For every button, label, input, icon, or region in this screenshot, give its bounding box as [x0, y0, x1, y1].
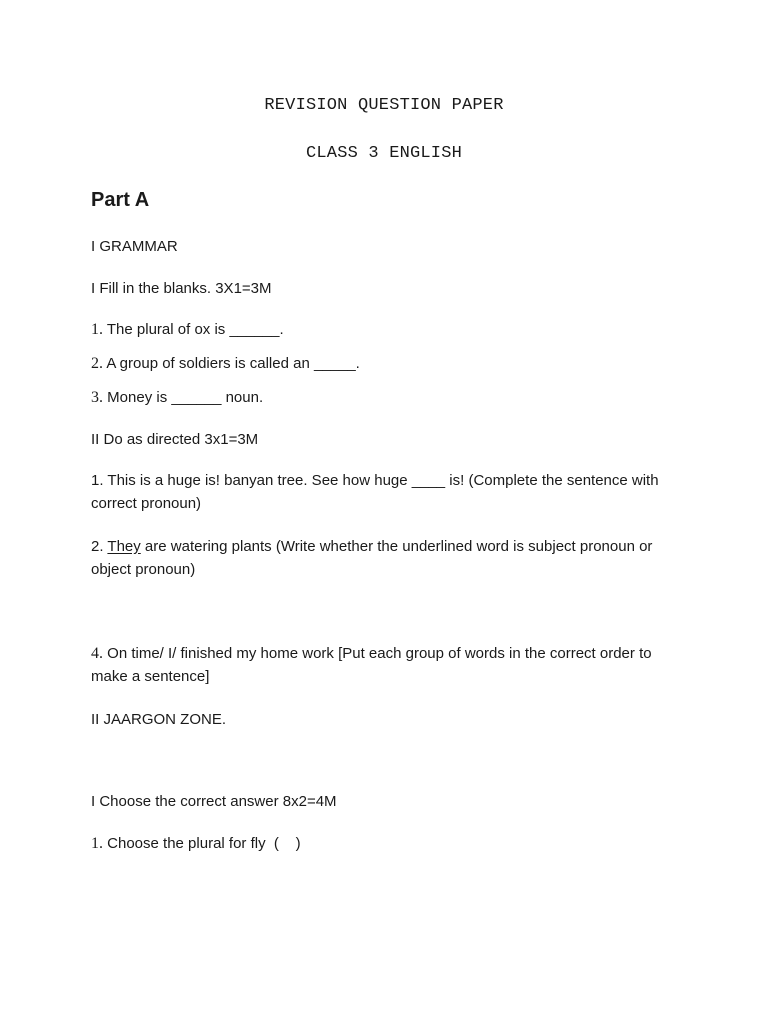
question-number: 4.: [91, 645, 103, 662]
question-text: On time/ I/ finished my home work [Put each group of words in the correct order to make a sentence]: [91, 645, 652, 685]
question-text: Money is ______ noun.: [103, 389, 264, 406]
part-heading: Part A: [91, 189, 150, 211]
question-text: are watering plants (Write whether the underlined word is subject pronoun or object pronoun): [91, 538, 653, 578]
paper-subtitle: CLASS 3 ENGLISH: [305, 144, 463, 163]
question-number: 1.: [91, 321, 103, 338]
do-as-directed-question-2: [91, 535, 671, 581]
section-grammar-heading: I GRAMMAR: [91, 238, 178, 255]
underlined-word: They: [107, 538, 141, 555]
question-text: Choose the plural for fly ( ): [103, 835, 301, 852]
fill-blanks-instruction: I Fill in the blanks. 3X1=3M: [91, 280, 272, 297]
choose-instruction: I Choose the correct answer 8x2=4M: [91, 793, 337, 810]
question-number: 2.: [91, 538, 108, 555]
fill-blank-question-2: [91, 352, 671, 375]
do-as-directed-question-1: 1. This is a huge is! banyan tree. See how huge ____ is! (Complete the sentence with correct pronoun): [91, 472, 659, 512]
question-text: A group of soldiers is called an _____.: [103, 355, 360, 372]
question-number: 3.: [91, 389, 103, 406]
paper-title: REVISION QUESTION PAPER: [264, 96, 504, 115]
section-jaargon-heading: II JAARGON ZONE.: [91, 711, 227, 728]
do-as-directed-instruction: II Do as directed 3x1=3M: [91, 431, 259, 448]
question-number: 2.: [91, 355, 103, 372]
do-as-directed-question-4: [91, 642, 671, 688]
question-text: The plural of ox is ______.: [103, 321, 284, 338]
question-number: 1.: [91, 835, 103, 852]
choose-question-1: [91, 832, 671, 855]
fill-blank-question-1: [91, 318, 671, 341]
fill-blank-question-3: [91, 386, 671, 409]
